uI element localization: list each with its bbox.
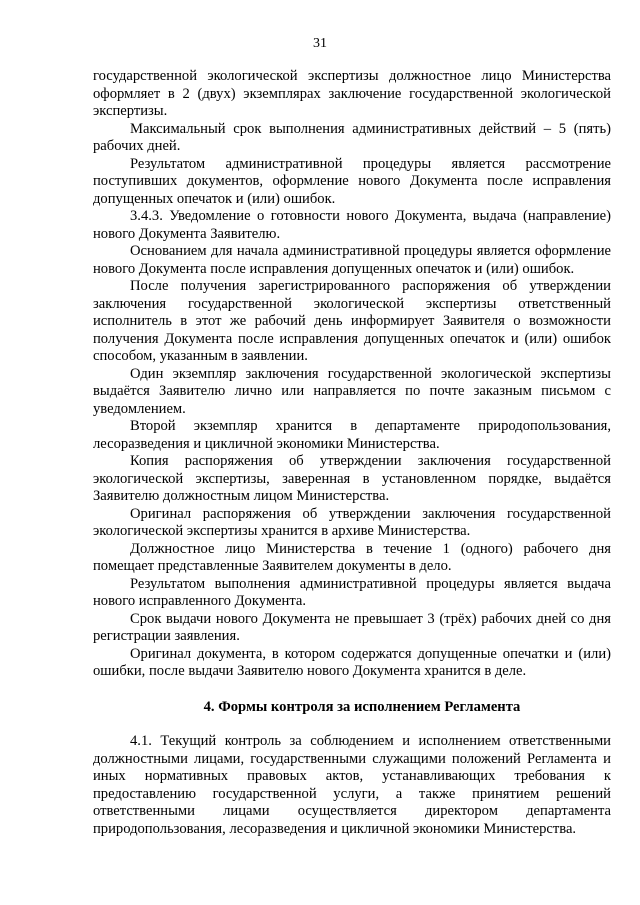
paragraph: Результатом административной процедуры является рассмотрение поступивших документов, оформление нового Документа после исправления допущенных опечаток и (или) ошибок. (93, 155, 611, 207)
paragraph: Второй экземпляр хранится в департаменте природопользования, лесоразведения и цикличной экономики Министерства. (93, 418, 611, 452)
document-body (93, 68, 611, 838)
paragraph: Результатом выполнения административной процедуры является выдача нового исправленного Документа. (93, 575, 611, 609)
paragraph: Копия распоряжения об утверждении заключения государственной экологической экспертизы, заверенная в установленном порядке, выдаётся Заявителю должностным лицом Министерства. (93, 453, 611, 504)
paragraph: Оригинал распоряжения об утверждении заключения государственной экологической экспертизы хранится в архиве Министерства. (93, 505, 611, 539)
paragraph: 3.4.3. Уведомление о готовности нового Документа, выдача (направление) нового Документа Заявителю. (93, 208, 611, 242)
paragraph: После получения зарегистрированного распоряжения об утверждении заключения государственной экологической экспертизы ответственный исполнитель в этот же рабочий день информирует Заявителя о возможности получения Документа после исправления допущенных опечаток и (или) ошибок способом, указанным в заявлении. (93, 278, 611, 364)
section-heading: 4. Формы контроля за исполнением Регламента (203, 698, 521, 715)
paragraph: Основанием для начала административной процедуры является оформление нового Документа после исправления допущенных опечаток и (или) ошибок. (93, 243, 611, 277)
paragraph: государственной экологической экспертизы должностное лицо Министерства оформляет в 2 (двух) экземплярах заключение государственной экологической экспертизы. (93, 68, 611, 119)
paragraph: Срок выдачи нового Документа не превышает 3 (трёх) рабочих дней со дня регистрации заявления. (93, 610, 611, 644)
paragraph: Один экземпляр заключения государственной экологической экспертизы выдаётся Заявителю лично или направляется по почте заказным письмом с уведомлением. (93, 365, 611, 417)
paragraph: 4.1. Текущий контроль за соблюдением и исполнением ответственными должностными лицами, государственными служащими положений Регламента и иных нормативных правовых актов, устанавливающих требования к предоставлению государственной услуги, а также принятием решений ответственными лицами осуществляется директором департамента природопользования, лесоразведения и цикличной экономики Министерства. (93, 733, 611, 837)
paragraph: Максимальный срок выполнения административных действий – 5 (пять) рабочих дней. (93, 120, 611, 154)
paragraph: Оригинал документа, в котором содержатся допущенные опечатки и (или) ошибки, после выдачи Заявителю нового Документа хранится в деле. (93, 645, 611, 679)
paragraph: Должностное лицо Министерства в течение 1 (одного) рабочего дня помещает представленные Заявителем документы в дело. (93, 540, 611, 574)
page-number: 31 (313, 36, 327, 51)
